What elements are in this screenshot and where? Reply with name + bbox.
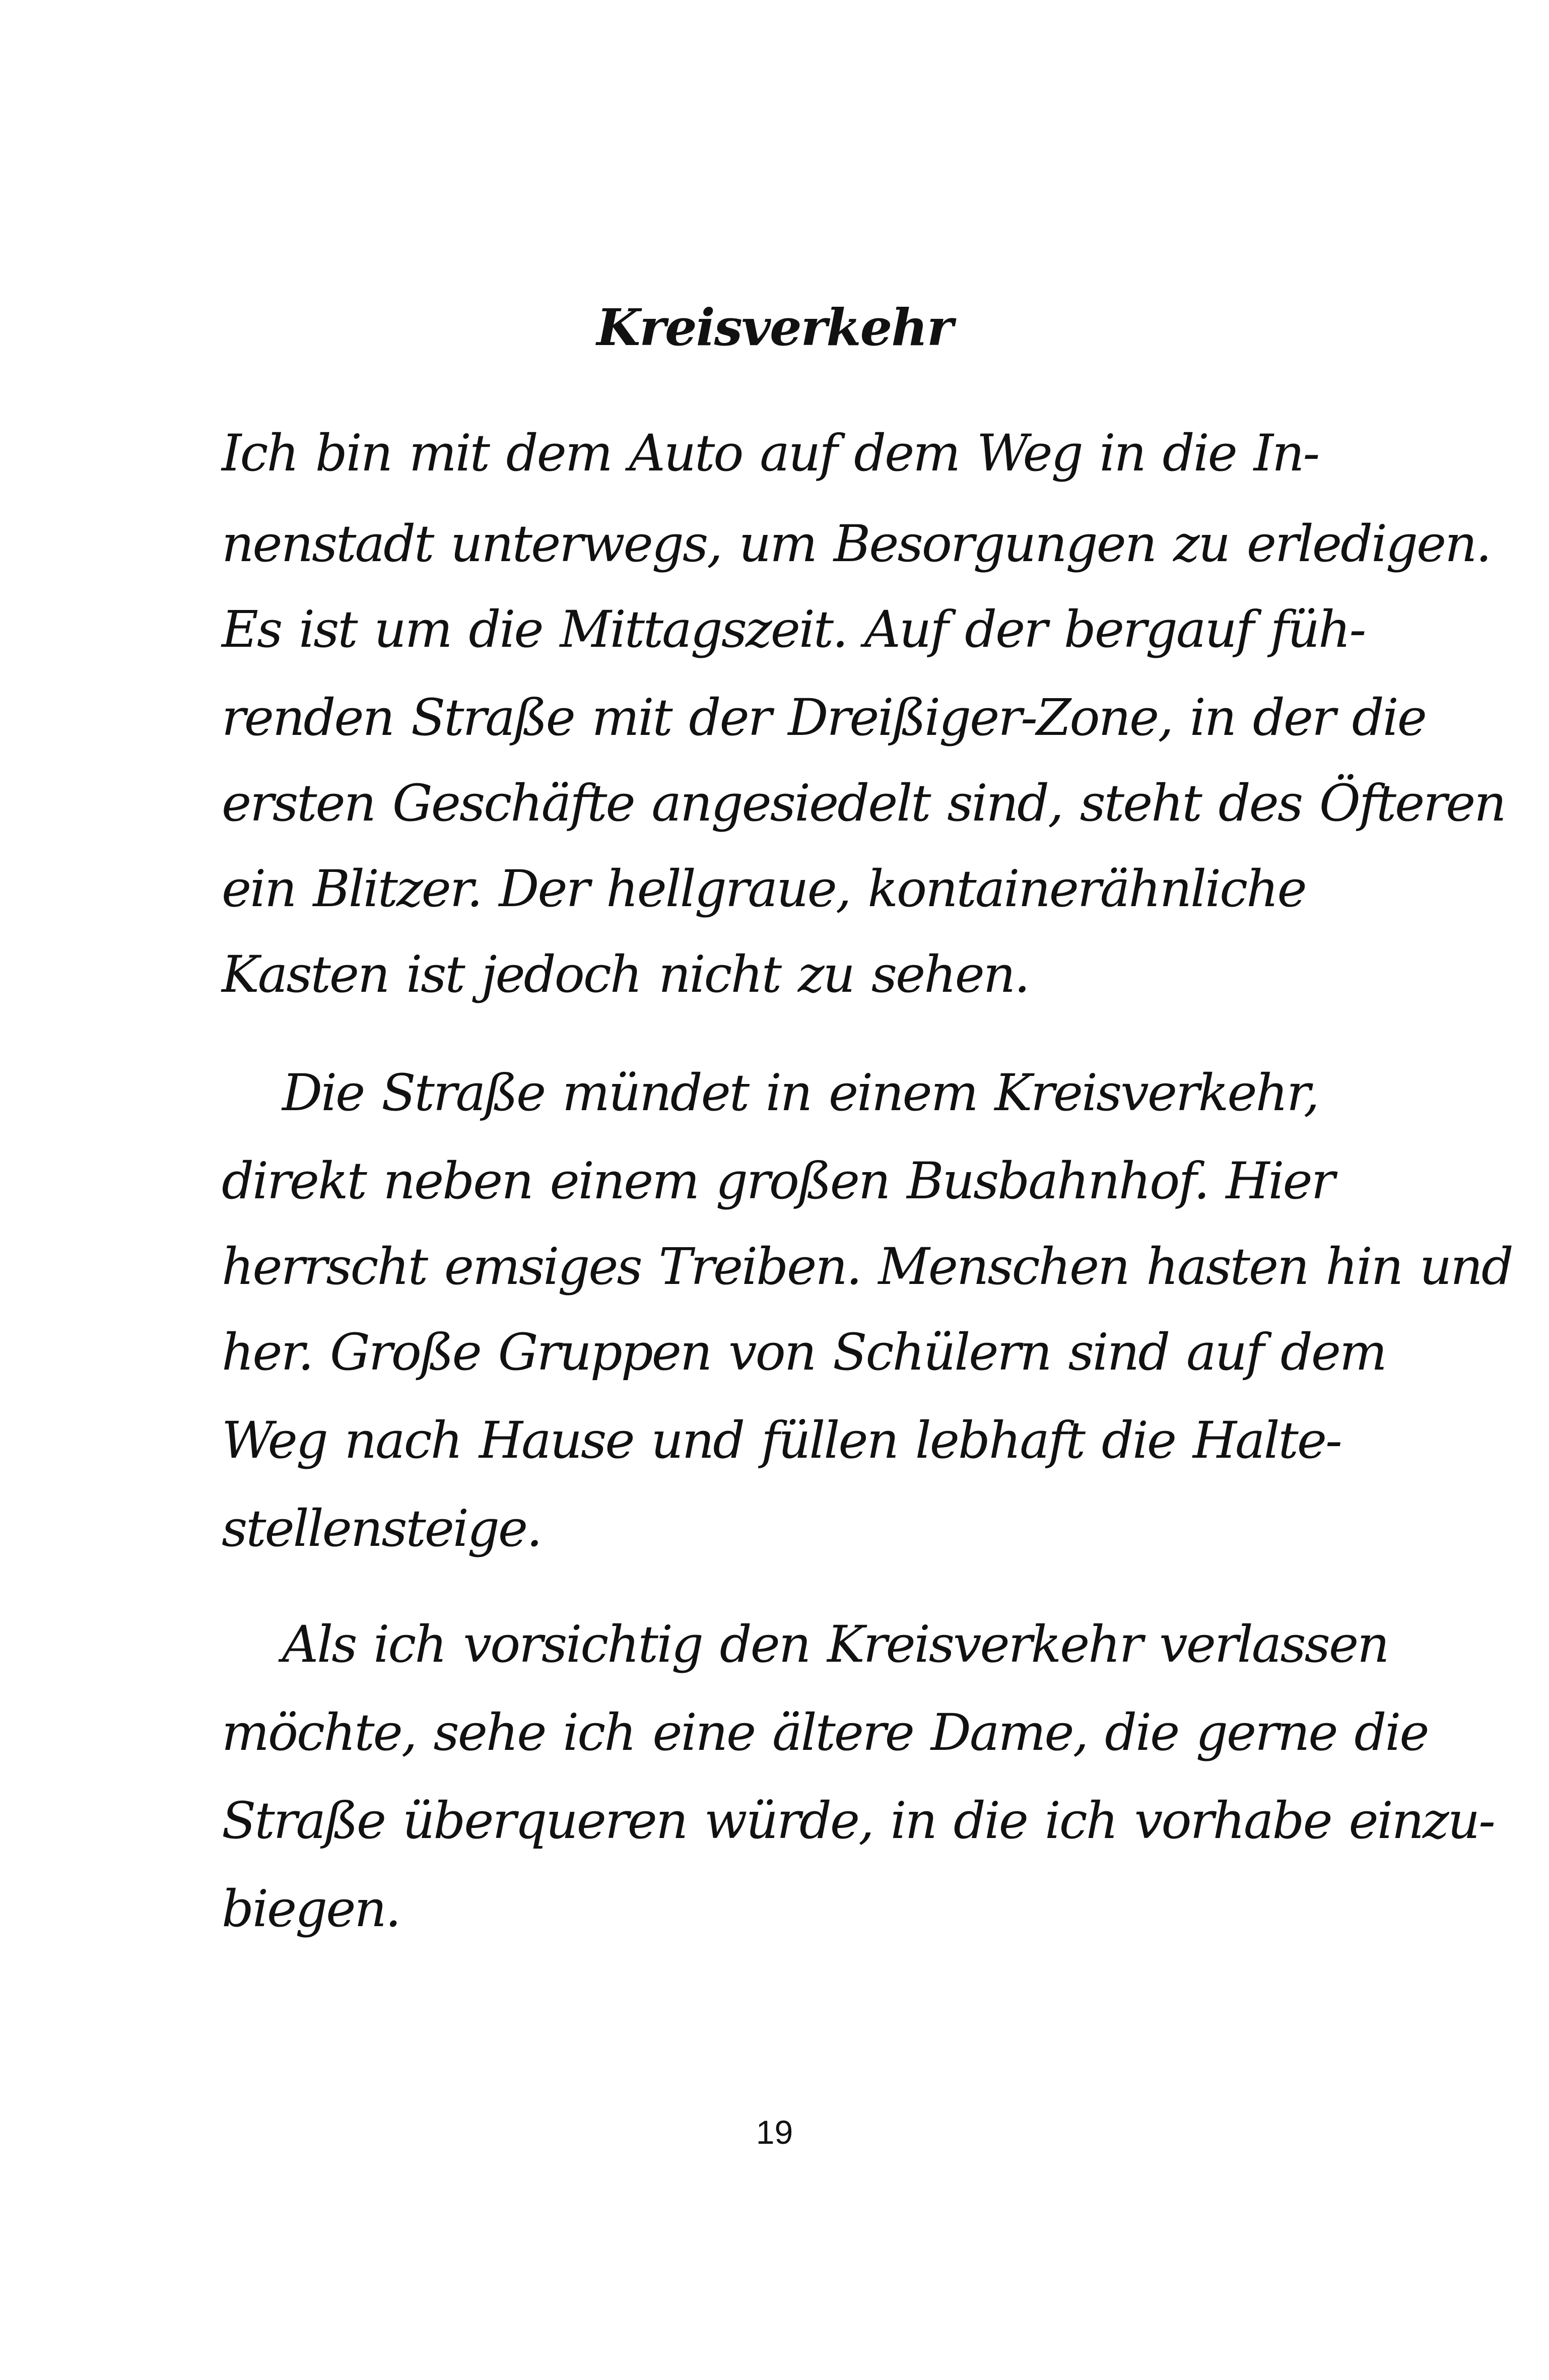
paragraph-2-line-3: herrscht emsiges Treiben. Menschen hasten hin und — [222, 1237, 1512, 1296]
paragraph-1-line-4: renden Straße mit der Dreißiger-Zone, in der die — [222, 688, 1426, 747]
paragraph-1-line-3: Es ist um die Mittagszeit. Auf der bergauf füh- — [222, 600, 1365, 659]
paragraph-1-line-2: nenstadt unterwegs, um Besorgungen zu erledigen. — [222, 514, 1491, 573]
paragraph-2-line-1: Die Straße mündet in einem Kreisverkehr, — [282, 1063, 1318, 1122]
paragraph-3-line-4: biegen. — [222, 1879, 400, 1938]
page-number: 19 — [756, 2114, 793, 2151]
paragraph-2-line-6: stellensteige. — [222, 1499, 541, 1558]
chapter-title: Kreisverkehr — [596, 298, 953, 357]
paragraph-1-line-5: ersten Geschäfte angesiedelt sind, steht des Öfteren — [222, 774, 1505, 833]
paragraph-1-line-1: Ich bin mit dem Auto auf dem Weg in die In- — [222, 424, 1319, 483]
paragraph-3-line-2: möchte, sehe ich eine ältere Dame, die gerne die — [222, 1703, 1428, 1762]
paragraph-3-line-1: Als ich vorsichtig den Kreisverkehr verlassen — [282, 1615, 1388, 1674]
paragraph-2-line-2: direkt neben einem großen Busbahnhof. Hier — [222, 1151, 1334, 1210]
paragraph-2-line-4: her. Große Gruppen von Schülern sind auf dem — [222, 1323, 1386, 1382]
paragraph-1-line-7: Kasten ist jedoch nicht zu sehen. — [222, 945, 1029, 1004]
paragraph-2-line-5: Weg nach Hause und füllen lebhaft die Halte- — [222, 1411, 1341, 1470]
paragraph-3-line-3: Straße überqueren würde, in die ich vorhabe einzu- — [222, 1791, 1494, 1850]
paragraph-1-line-6: ein Blitzer. Der hellgraue, kontainerähnliche — [222, 859, 1306, 918]
